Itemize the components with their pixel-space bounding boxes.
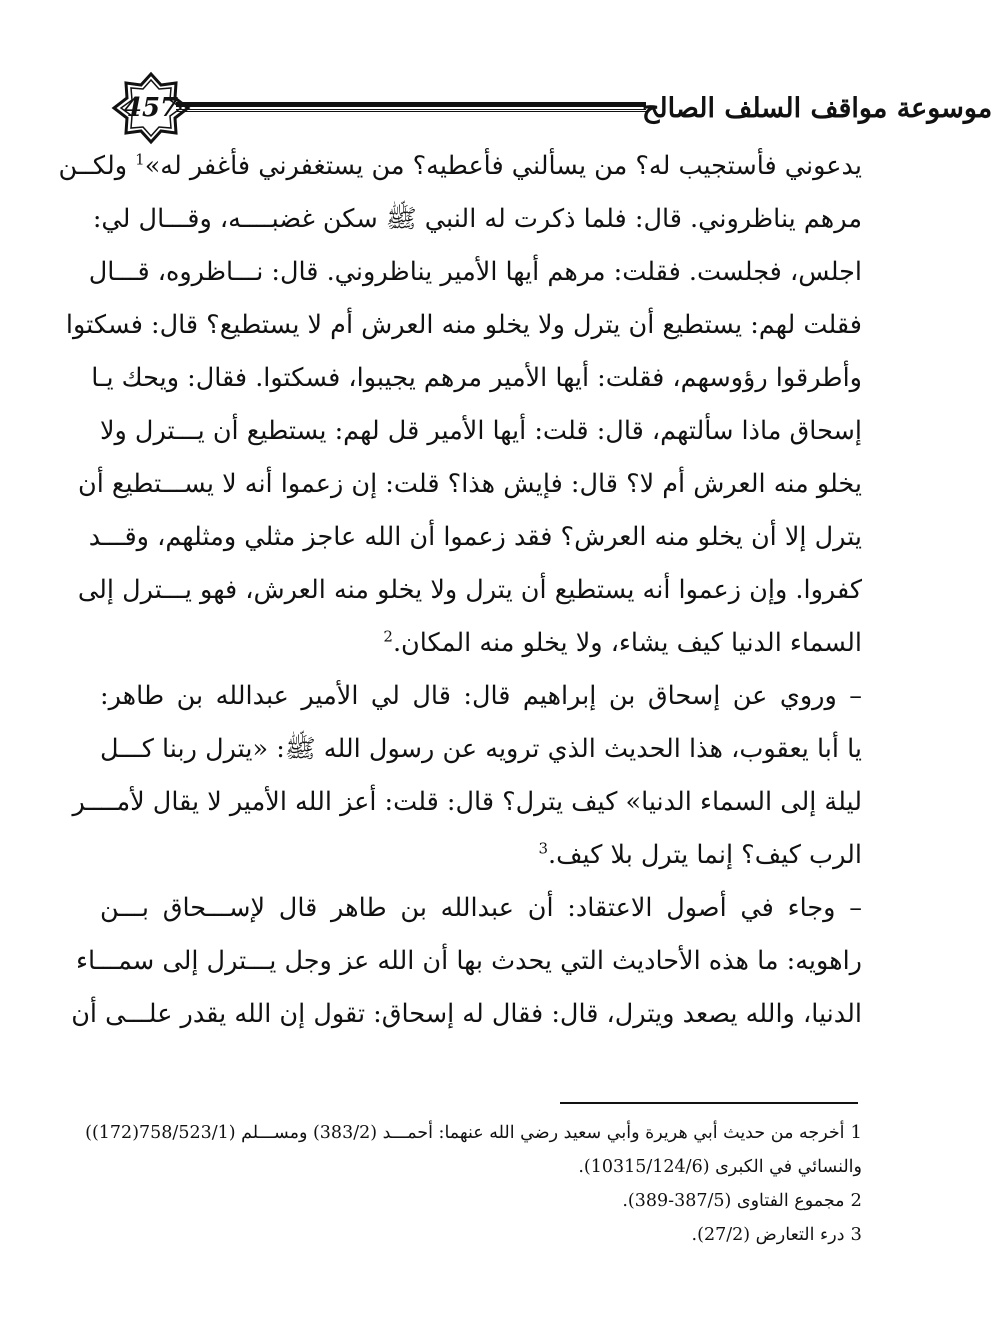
body-line (100, 670, 862, 723)
body-line (65, 299, 862, 352)
body-line (77, 564, 862, 617)
body-line-text: يدعوني فأستجيب له؟ من يسألني فأعطيه؟ من يستغفرني فأغفر له» (144, 151, 862, 181)
body-line-text: إسحاق ماذا سألتهم، قال: قلت: أيها الأمير قل لهم: يستطيع أن يـــترل ولا (99, 416, 862, 446)
body-line (100, 882, 862, 935)
body-line (72, 776, 862, 829)
page-number: 457 (123, 93, 179, 123)
body-line (88, 511, 862, 564)
body-line-text: – وروي عن إسحاق بن إبراهيم قال: قال لي الأمير عبدالله بن طاهر: (100, 681, 862, 711)
body-line-text: الرب كيف؟ إنما يترل بلا كيف. (548, 840, 862, 870)
footnote-divider (560, 1102, 858, 1104)
body-line-text: ولكــن (58, 151, 136, 181)
page-header (112, 72, 992, 144)
body-line-text: يترل إلا أن يخلو منه العرش؟ فقد زعموا أن الله عاجز مثلي ومثلهم، وقـــد (88, 522, 862, 552)
body-line-text: فقلت لهم: يستطيع أن يترل ولا يخلو منه العرش أم لا يستطيع؟ قال: فسكتوا (65, 310, 862, 340)
body-line (75, 935, 862, 988)
body-line-text: كفروا. وإن زعموا أنه يستطيع أن يترل ولا يخلو منه العرش، فهو يـــترل إلى (77, 575, 862, 605)
body-line-text: ليلة إلى السماء الدنيا» كيف يترل؟ قال: قلت: أعز الله الأمير لا يقال لأمــــر (72, 787, 862, 817)
footnote-number: 2 (850, 1190, 862, 1211)
body-line (100, 617, 862, 670)
body-line-text: – وجاء في أصول الاعتقاد: أن عبدالله بن طاهر قال لإســـحاق بـــن (100, 893, 862, 923)
body-line-text: يا أبا يعقوب، هذا الحديث الذي ترويه عن رسول الله ﷺ: «يترل ربنا كـــل (100, 734, 862, 764)
body-line (100, 405, 862, 458)
footnote-text: أخرجه من حديث أبي هريرة وأبي سعيد رضي الله عنهما: أحمـــد (383/2) ومســـلم (758/523/1(172)) (85, 1123, 845, 1143)
footnote-number: 3 (850, 1224, 862, 1245)
footnote-line (100, 1184, 862, 1218)
body-line-text: مرهم يناظروني. قال: فلما ذكرت له النبي ﷺ سكن غضبــــه، وقـــال لي: (92, 204, 862, 234)
main-text (58, 140, 862, 1041)
footnote-reference: 3 (538, 839, 549, 858)
body-line (91, 352, 862, 405)
body-line-text: وأطرقوا رؤوسهم، فقلت: أيها الأمير مرهم يجيبوا، فسكتوا. فقال: ويحك يـا (91, 363, 862, 393)
footnote-line (85, 1116, 862, 1150)
footnote-text: مجموع الفتاوى (387/5-389). (622, 1191, 845, 1211)
body-line (77, 458, 862, 511)
body-line-text: راهويه: ما هذه الأحاديث التي يحدث بها أن الله عز وجل يـــترل إلى سمـــاء (75, 946, 862, 976)
footnotes (85, 1116, 862, 1252)
body-line (92, 193, 862, 246)
body-line (58, 140, 862, 193)
body-line-text: يخلو منه العرش أم لا؟ قال: فإيش هذا؟ قلت: إن زعموا أنه لا يســـتطيع أن (77, 469, 862, 499)
footnote-line (100, 1150, 862, 1184)
body-line (88, 246, 862, 299)
header-divider (176, 102, 646, 112)
footnote-text: والنسائي في الكبرى (10315/124/6). (578, 1157, 862, 1177)
footnote-reference: 2 (383, 627, 393, 646)
footnote-reference: 1 (135, 150, 145, 169)
body-line-text: اجلس، فجلست. فقلت: مرهم أيها الأمير يناظروني. قال: نـــاظروه، قـــال (88, 257, 862, 287)
body-line (71, 988, 862, 1041)
footnote-text: درء التعارض (27/2). (691, 1225, 845, 1245)
footnote-number: 1 (850, 1122, 862, 1143)
footnote-line (100, 1218, 862, 1252)
book-title: موسوعة مواقف السلف الصالح (642, 92, 992, 124)
body-line-text: الدنيا، والله يصعد ويترل، قال: فقال له إسحاق: تقول إن الله يقدر علـــى أن (71, 999, 862, 1029)
body-line (100, 829, 862, 882)
body-line (100, 723, 862, 776)
body-line-text: السماء الدنيا كيف يشاء، ولا يخلو منه المكان. (392, 628, 862, 658)
